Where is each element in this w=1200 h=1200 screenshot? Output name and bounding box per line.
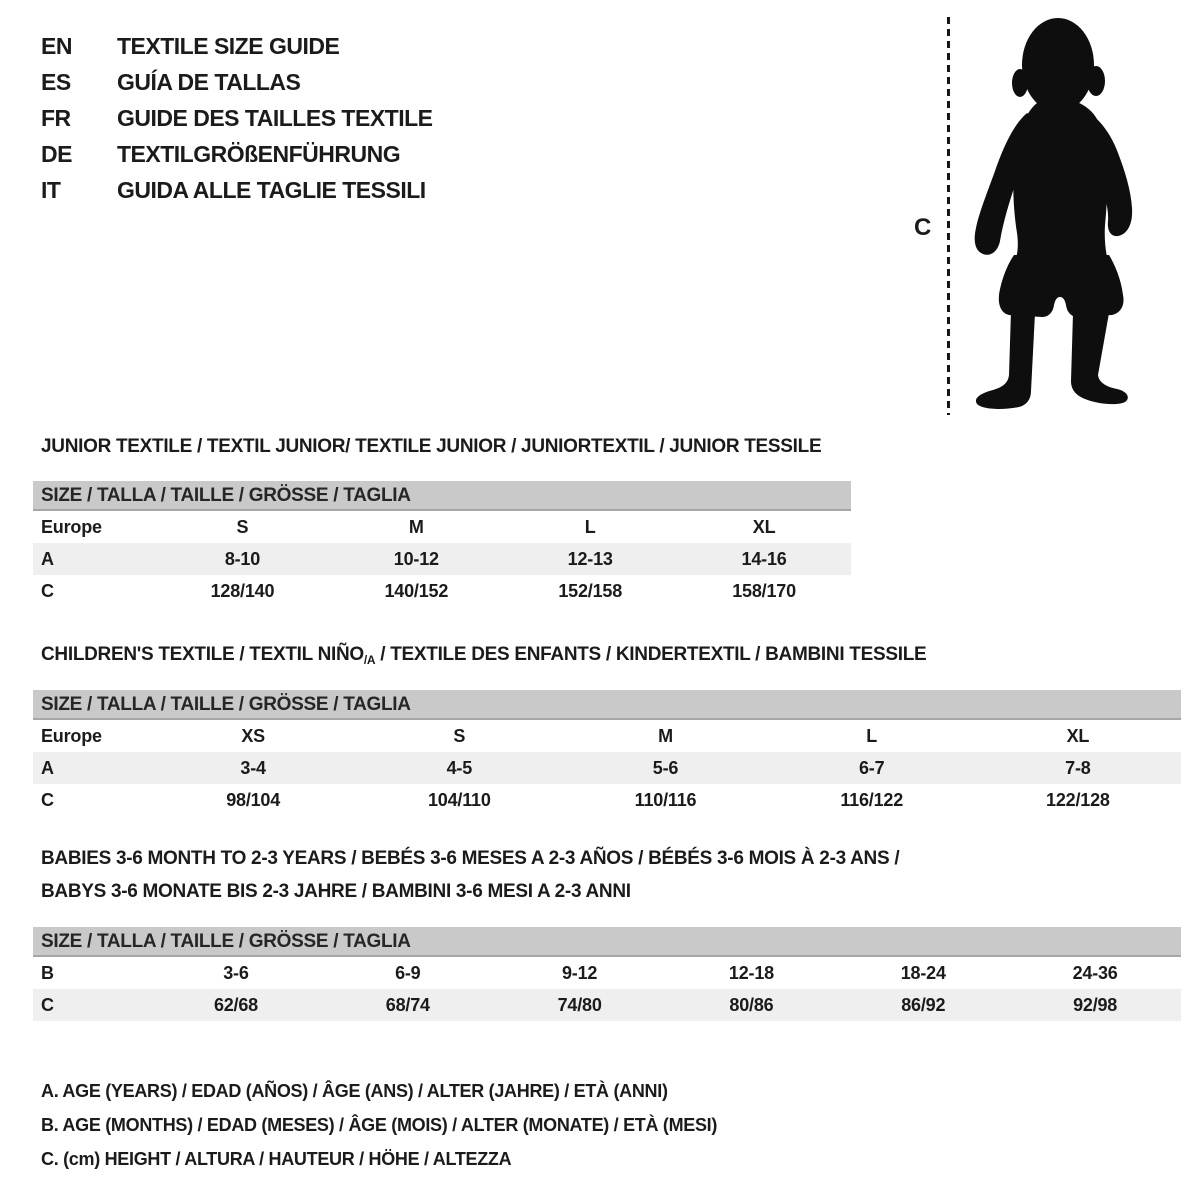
children-title-part1: CHILDREN'S TEXTILE / TEXTIL NIÑO <box>41 644 364 665</box>
baby-height-figure <box>900 0 1200 430</box>
row-label: A <box>41 549 54 569</box>
language-row-de <box>41 136 433 172</box>
row-label: Europe <box>41 517 102 537</box>
size-header-band: SIZE / TALLA / TAILLE / GRÖSSE / TAGLIA <box>33 481 851 511</box>
age-cell: 4-5 <box>446 758 473 778</box>
months-cell: 3-6 <box>223 963 249 983</box>
language-header <box>41 28 433 208</box>
height-cell: 80/86 <box>729 995 774 1015</box>
height-cell: 68/74 <box>385 995 430 1015</box>
table-row-height <box>33 989 1181 1021</box>
children-size-table <box>33 690 1181 816</box>
age-cell: 6-7 <box>858 758 885 778</box>
legend-line-b: B. AGE (MONTHS) / EDAD (MESES) / ÂGE (MOIS) / ALTER (MONATE) / ETÀ (MESI) <box>41 1115 718 1135</box>
language-title: GUIDA ALLE TAGLIE TESSILI <box>117 176 426 203</box>
language-title: GUIDE DES TAILLES TEXTILE <box>117 104 433 131</box>
measurement-legend <box>41 1074 717 1176</box>
table-row-age <box>33 543 851 575</box>
age-cell: 8-10 <box>224 549 261 569</box>
height-cell: 74/80 <box>557 995 602 1015</box>
language-code: FR <box>41 104 71 131</box>
size-header-band: SIZE / TALLA / TAILLE / GRÖSSE / TAGLIA <box>33 690 1181 720</box>
row-label: C <box>41 581 54 601</box>
size-cell: S <box>453 726 466 746</box>
size-cell: XL <box>752 517 776 537</box>
children-title-part2: / TEXTILE DES ENFANTS / KINDERTEXTIL / BAMBINI TESSILE <box>375 644 927 665</box>
months-cell: 24-36 <box>1072 963 1118 983</box>
height-cell: 98/104 <box>226 790 281 810</box>
table-row-months <box>33 957 1181 989</box>
height-cell: 86/92 <box>901 995 946 1015</box>
children-title-subscript: /A <box>363 653 376 667</box>
age-cell: 5-6 <box>652 758 679 778</box>
size-cell: S <box>236 517 249 537</box>
height-dashed-line <box>947 17 950 415</box>
language-row-fr <box>41 100 433 136</box>
language-code: EN <box>41 32 72 59</box>
height-cell: 128/140 <box>210 581 275 601</box>
size-cell: L <box>584 517 596 537</box>
legend-line-c: C. (cm) HEIGHT / ALTURA / HAUTEUR / HÖHE / ALTEZZA <box>41 1149 512 1169</box>
table-row-europe <box>33 511 851 543</box>
language-row-en <box>41 28 433 64</box>
height-cell: 92/98 <box>1073 995 1118 1015</box>
age-cell: 14-16 <box>741 549 787 569</box>
language-title: TEXTILGRÖßENFÜHRUNG <box>117 140 401 167</box>
language-code: IT <box>41 176 61 203</box>
table-row-europe <box>33 720 1181 752</box>
junior-section-title: JUNIOR TEXTILE / TEXTIL JUNIOR/ TEXTILE JUNIOR / JUNIORTEXTIL / JUNIOR TESSILE <box>41 436 822 457</box>
months-cell: 18-24 <box>900 963 946 983</box>
table-row-height <box>33 575 851 607</box>
babies-title-line2: BABYS 3-6 MONATE BIS 2-3 JAHRE / BAMBINI 3-6 MESI A 2-3 ANNI <box>41 881 631 902</box>
table-row-height <box>33 784 1181 816</box>
junior-size-table <box>33 481 851 607</box>
language-row-es <box>41 64 433 100</box>
height-cell: 152/158 <box>558 581 623 601</box>
months-cell: 6-9 <box>395 963 421 983</box>
language-code: DE <box>41 140 72 167</box>
babies-size-table <box>33 927 1181 1021</box>
size-header-band: SIZE / TALLA / TAILLE / GRÖSSE / TAGLIA <box>33 927 1181 957</box>
size-cell: M <box>408 517 424 537</box>
height-cell: 140/152 <box>384 581 449 601</box>
language-row-it <box>41 172 433 208</box>
size-cell: XS <box>241 726 265 746</box>
row-label: C <box>41 995 54 1015</box>
size-cell: L <box>866 726 878 746</box>
row-label: A <box>41 758 54 778</box>
row-label: B <box>41 963 54 983</box>
language-title: TEXTILE SIZE GUIDE <box>117 32 340 59</box>
size-cell: XL <box>1066 726 1090 746</box>
age-cell: 12-13 <box>567 549 613 569</box>
months-cell: 9-12 <box>562 963 598 983</box>
babies-section-title <box>41 842 899 908</box>
height-cell: 116/122 <box>840 790 904 810</box>
height-measure-label: C <box>914 214 932 241</box>
height-cell: 62/68 <box>213 995 258 1015</box>
row-label: Europe <box>41 726 102 746</box>
baby-silhouette-image <box>965 15 1140 415</box>
row-label: C <box>41 790 54 810</box>
children-section-title <box>41 644 926 667</box>
language-code: ES <box>41 68 71 95</box>
table-row-age <box>33 752 1181 784</box>
age-cell: 3-4 <box>240 758 266 778</box>
age-cell: 7-8 <box>1065 758 1091 778</box>
height-cell: 122/128 <box>1046 790 1110 810</box>
height-cell: 104/110 <box>427 790 491 810</box>
babies-title-line1: BABIES 3-6 MONTH TO 2-3 YEARS / BEBÉS 3-6 MESES A 2-3 AÑOS / BÉBÉS 3-6 MOIS À 2-3 ANS / <box>41 848 900 869</box>
months-cell: 12-18 <box>728 963 774 983</box>
legend-line-a: A. AGE (YEARS) / EDAD (AÑOS) / ÂGE (ANS) / ALTER (JAHRE) / ETÀ (ANNI) <box>41 1081 668 1101</box>
height-cell: 110/116 <box>634 790 697 810</box>
language-title: GUÍA DE TALLAS <box>117 68 301 95</box>
size-cell: M <box>658 726 673 746</box>
height-cell: 158/170 <box>732 581 796 601</box>
age-cell: 10-12 <box>393 549 439 569</box>
